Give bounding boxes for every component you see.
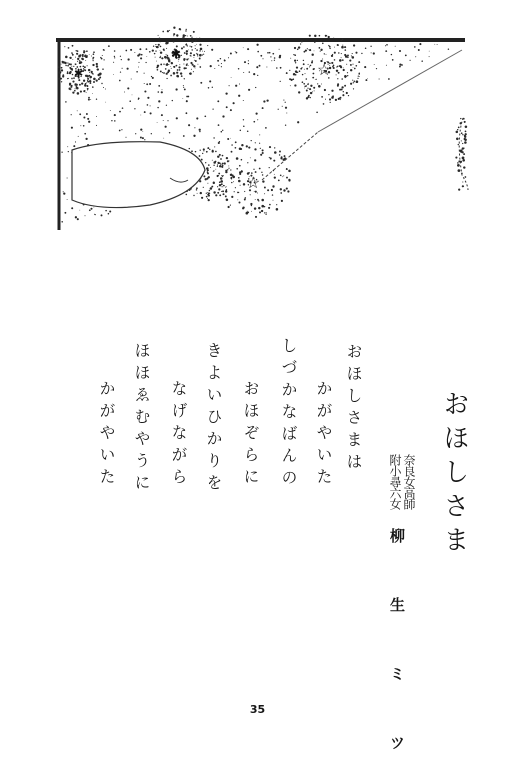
page-number: 35 [249, 703, 266, 716]
starry-sky-illustration [0, 0, 515, 240]
svg-text:☆: ☆ [317, 60, 332, 79]
svg-text:✱: ✱ [171, 47, 182, 61]
author-grade: 附小尋六女 [388, 454, 402, 509]
author-school: 奈良女高師 [402, 454, 416, 509]
poem-line: かがやいた [314, 380, 333, 490]
poem-line: きよいひかりを [204, 342, 223, 496]
svg-text:☆: ☆ [246, 173, 261, 192]
poem-line: かがやいた [97, 380, 116, 490]
poem-line: ほほゑむやうに [132, 342, 151, 496]
author-name: 柳 生 ミ ツ [388, 528, 406, 768]
poem-line: なげながら [169, 380, 188, 490]
svg-text:✱: ✱ [74, 67, 84, 80]
poem-line: おほしさまは [344, 343, 363, 475]
poem-line: しづかなばんの [279, 337, 298, 491]
poem-line: おほぞらに [241, 380, 260, 490]
poem-title: おほしさま [439, 390, 469, 560]
